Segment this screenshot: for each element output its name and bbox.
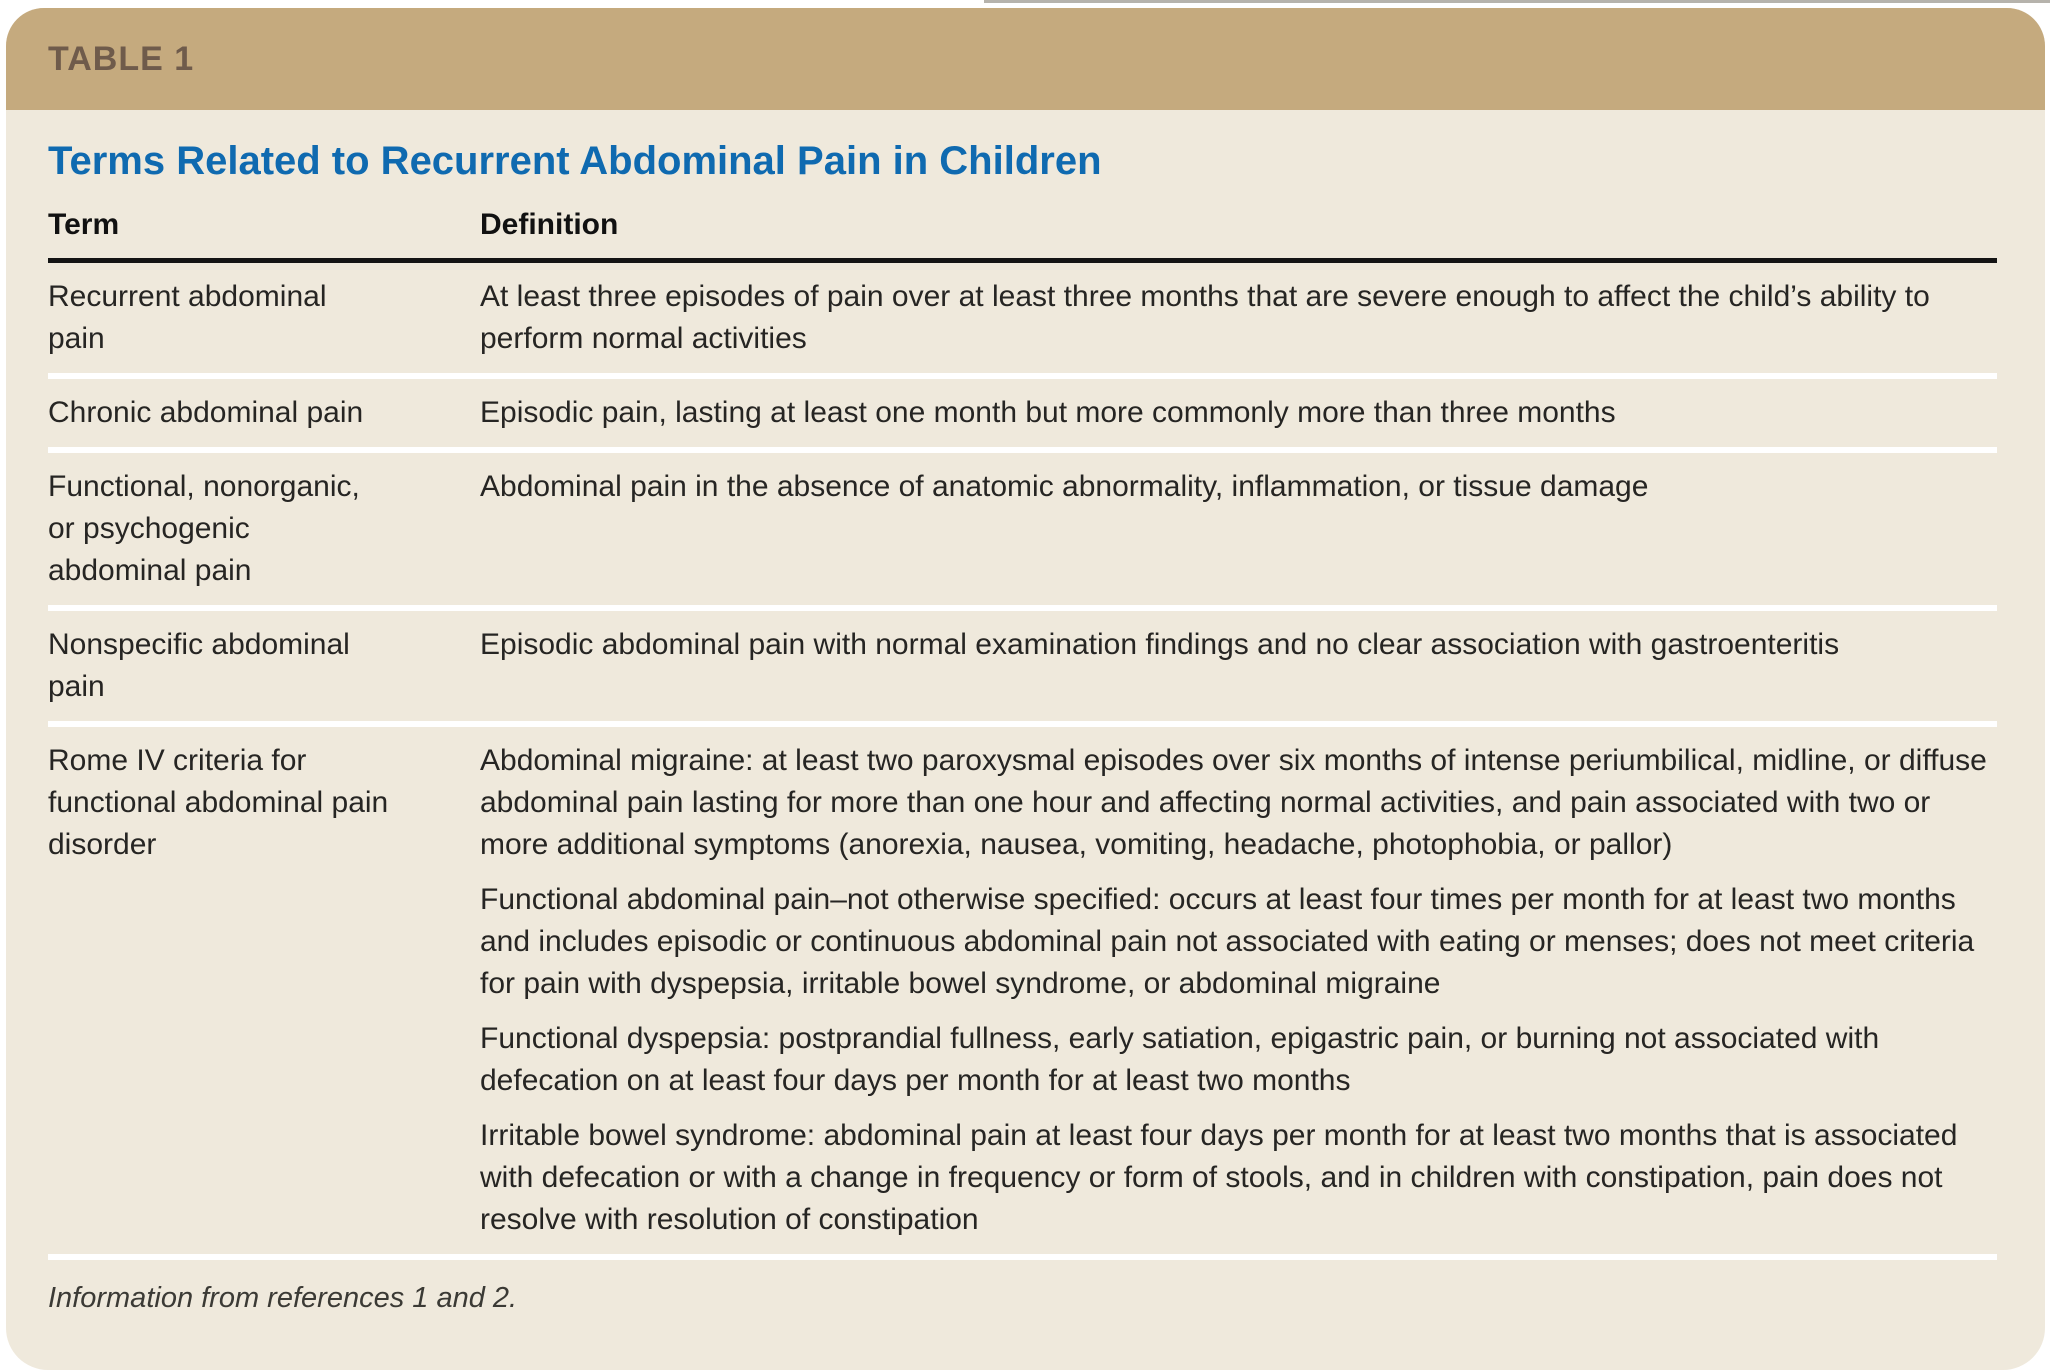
definition-cell bbox=[480, 466, 1997, 592]
page-top-hairline bbox=[984, 0, 2050, 3]
term-cell: Rome IV criteria for functional abdominal pain disorder bbox=[48, 744, 389, 861]
definition-paragraph: Functional abdominal pain–not otherwise specified: occurs at least four times per month for at least two months and includes episodic or continuous abdominal pain not associated with eating or menses; does not meet criteria for pain with dyspepsia, irritable bowel syndrome, or abdominal migraine bbox=[480, 883, 1975, 1000]
table-title: Terms Related to Recurrent Abdominal Pain in Children bbox=[48, 139, 1102, 183]
table-footnote: Information from references 1 and 2. bbox=[48, 1282, 518, 1314]
table-row bbox=[48, 611, 1997, 727]
column-header-definition: Definition bbox=[480, 208, 619, 241]
table-body bbox=[6, 110, 2045, 1318]
term-cell: Chronic abdominal pain bbox=[48, 396, 364, 429]
column-header-row bbox=[48, 204, 1997, 263]
definition-paragraph: Irritable bowel syndrome: abdominal pain at least four days per month for at least two months that is associated with defecation or with a change in frequency or form of stools, and in children with constipation, pain does not resolve with resolution of constipation bbox=[480, 1119, 1958, 1236]
definition-paragraph: Episodic pain, lasting at least one month but more commonly more than three months bbox=[480, 396, 1616, 429]
table-card bbox=[6, 8, 2045, 1370]
definition-cell bbox=[480, 624, 1997, 708]
table-label: TABLE 1 bbox=[48, 39, 195, 78]
definition-paragraph: At least three episodes of pain over at least three months that are severe enough to affect the child’s ability to perform normal activities bbox=[480, 280, 1930, 355]
definition-paragraph: Abdominal pain in the absence of anatomic abnormality, inflammation, or tissue damage bbox=[480, 470, 1649, 503]
definition-paragraph: Episodic abdominal pain with normal examination findings and no clear association with gastroenteritis bbox=[480, 628, 1840, 661]
definition-paragraph: Functional dyspepsia: postprandial fullness, early satiation, epigastric pain, or burning not associated with defecation on at least four days per month for at least two months bbox=[480, 1022, 1880, 1097]
table-row bbox=[48, 263, 1997, 379]
table-row bbox=[48, 453, 1997, 611]
term-cell: Functional, nonorganic, or psychogenic abdominal pain bbox=[48, 470, 360, 587]
definition-cell bbox=[480, 740, 1997, 1241]
column-header-term: Term bbox=[48, 208, 120, 241]
definition-cell bbox=[480, 276, 1997, 360]
definition-paragraph: Abdominal migraine: at least two paroxysmal episodes over six months of intense periumbilical, midline, or diffuse abdominal pain lasting for more than one hour and affecting normal activities, and pain associated with two or more additional symptoms (anorexia, nausea, vomiting, headache, photophobia, or pallor) bbox=[480, 744, 1987, 861]
table-header-band bbox=[6, 8, 2045, 110]
term-cell: Nonspecific abdominal pain bbox=[48, 628, 350, 703]
table-row bbox=[48, 379, 1997, 453]
term-cell: Recurrent abdominal pain bbox=[48, 280, 327, 355]
table-row bbox=[48, 727, 1997, 1260]
definition-cell bbox=[480, 392, 1997, 434]
